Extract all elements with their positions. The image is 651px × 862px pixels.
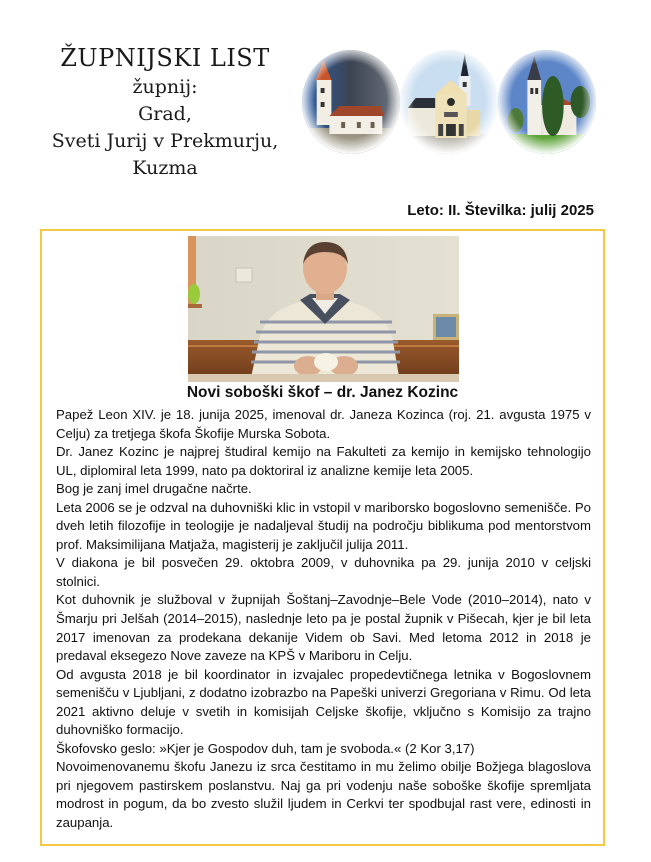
parishes-label: župnij:: [132, 76, 198, 98]
masthead: [0, 42, 330, 182]
church-sveti-jurij-image: [400, 50, 498, 154]
article-paragraph: V diakona je bil posvečen 29. oktobra 2009, v duhovnika pa 29. junija 2010 v celjski stolnici.: [56, 555, 591, 589]
episcopal-motto: Škofovsko geslo: »Kjer je Gospodov duh, tam je svoboda.« (2 Kor 3,17): [56, 740, 475, 756]
article-paragraph: Od avgusta 2018 je bil koordinator in izvajalec propedevtičnega letnika v Bogoslovnem semenišču v Ljubljani, z dodatno izobrazbo na Papeški univerzi Gregoriana v Rimu. Od leta 2021 aktivno deluje v svetih in komisijah Celjske škofije, vključno s Komisijo za trajno duhovniško formacijo.: [56, 666, 591, 738]
issue-info: Leto: II. Številka: julij 2025: [407, 202, 594, 219]
article-paragraph: Papež Leon XIV. je 18. junija 2025, imenoval dr. Janeza Kozinca (roj. 21. avgusta 1975 v Celju) za tretjega škofa Škofije Murska Sobota.: [56, 407, 591, 441]
article-body: [56, 406, 591, 833]
parish-kuzma: Kuzma: [132, 157, 198, 179]
article-paragraph: Bog je zanj imel drugačne načrte.: [56, 481, 252, 497]
article-paragraph: Kot duhovnik je služboval v župnijah Šoštanj–Zavodnje–Bele Vode (2010–2014), nato v Šmarju pri Jelšah (2014–2015), naslednje leto pa je postal župnik v Pišecah, kjer je bil leta 2017 imenovan za prodekana dekanije Videm ob Savi. Med letoma 2012 in 2018 je predaval eksegezo Nove zaveze na KPŠ v Mariboru in Celju.: [56, 592, 591, 664]
parish-sveti-jurij: Sveti Jurij v Prekmurju,: [51, 130, 279, 152]
article-paragraph: Dr. Janez Kozinc je najprej študiral kemijo na Fakulteti za kemijo in kemijsko tehnologijo UL, diplomiral leta 1999, nato pa doktoriral iz analizne kemije leta 2005.: [56, 444, 591, 478]
church-images: [302, 50, 598, 160]
article-headline: Novi soboški škof – dr. Janez Kozinc: [186, 384, 459, 401]
church-kuzma-image: [498, 50, 596, 154]
newsletter-title: ŽUPNIJSKI LIST: [60, 44, 270, 72]
parish-grad: Grad,: [138, 103, 192, 125]
church-grad-image: [302, 50, 400, 154]
bishop-photo: [188, 236, 459, 382]
article-paragraph: Novoimenovanemu škofu Janezu iz srca čestitamo in mu želimo obilje Božjega blagoslova pri njegovem pastirskem poslanstvu. Naj ga pri vodenju naše soboške škofije spremljata modrost in pogum, da bo zvesto služil ljudem in Cerkvi ter spodbujal rast vere, edinosti in zaupanja.: [56, 759, 591, 831]
article-paragraph: Leta 2006 se je odzval na duhovniški klic in vstopil v mariborsko bogoslovno semenišče. Po dveh letih filozofije in teologije je nadaljeval študij na področju biblikuma pod mentorstvom prof. Maksimilijana Matjaža, magisterij je zaključil julija 2011.: [56, 499, 591, 552]
article-box: [40, 229, 605, 846]
